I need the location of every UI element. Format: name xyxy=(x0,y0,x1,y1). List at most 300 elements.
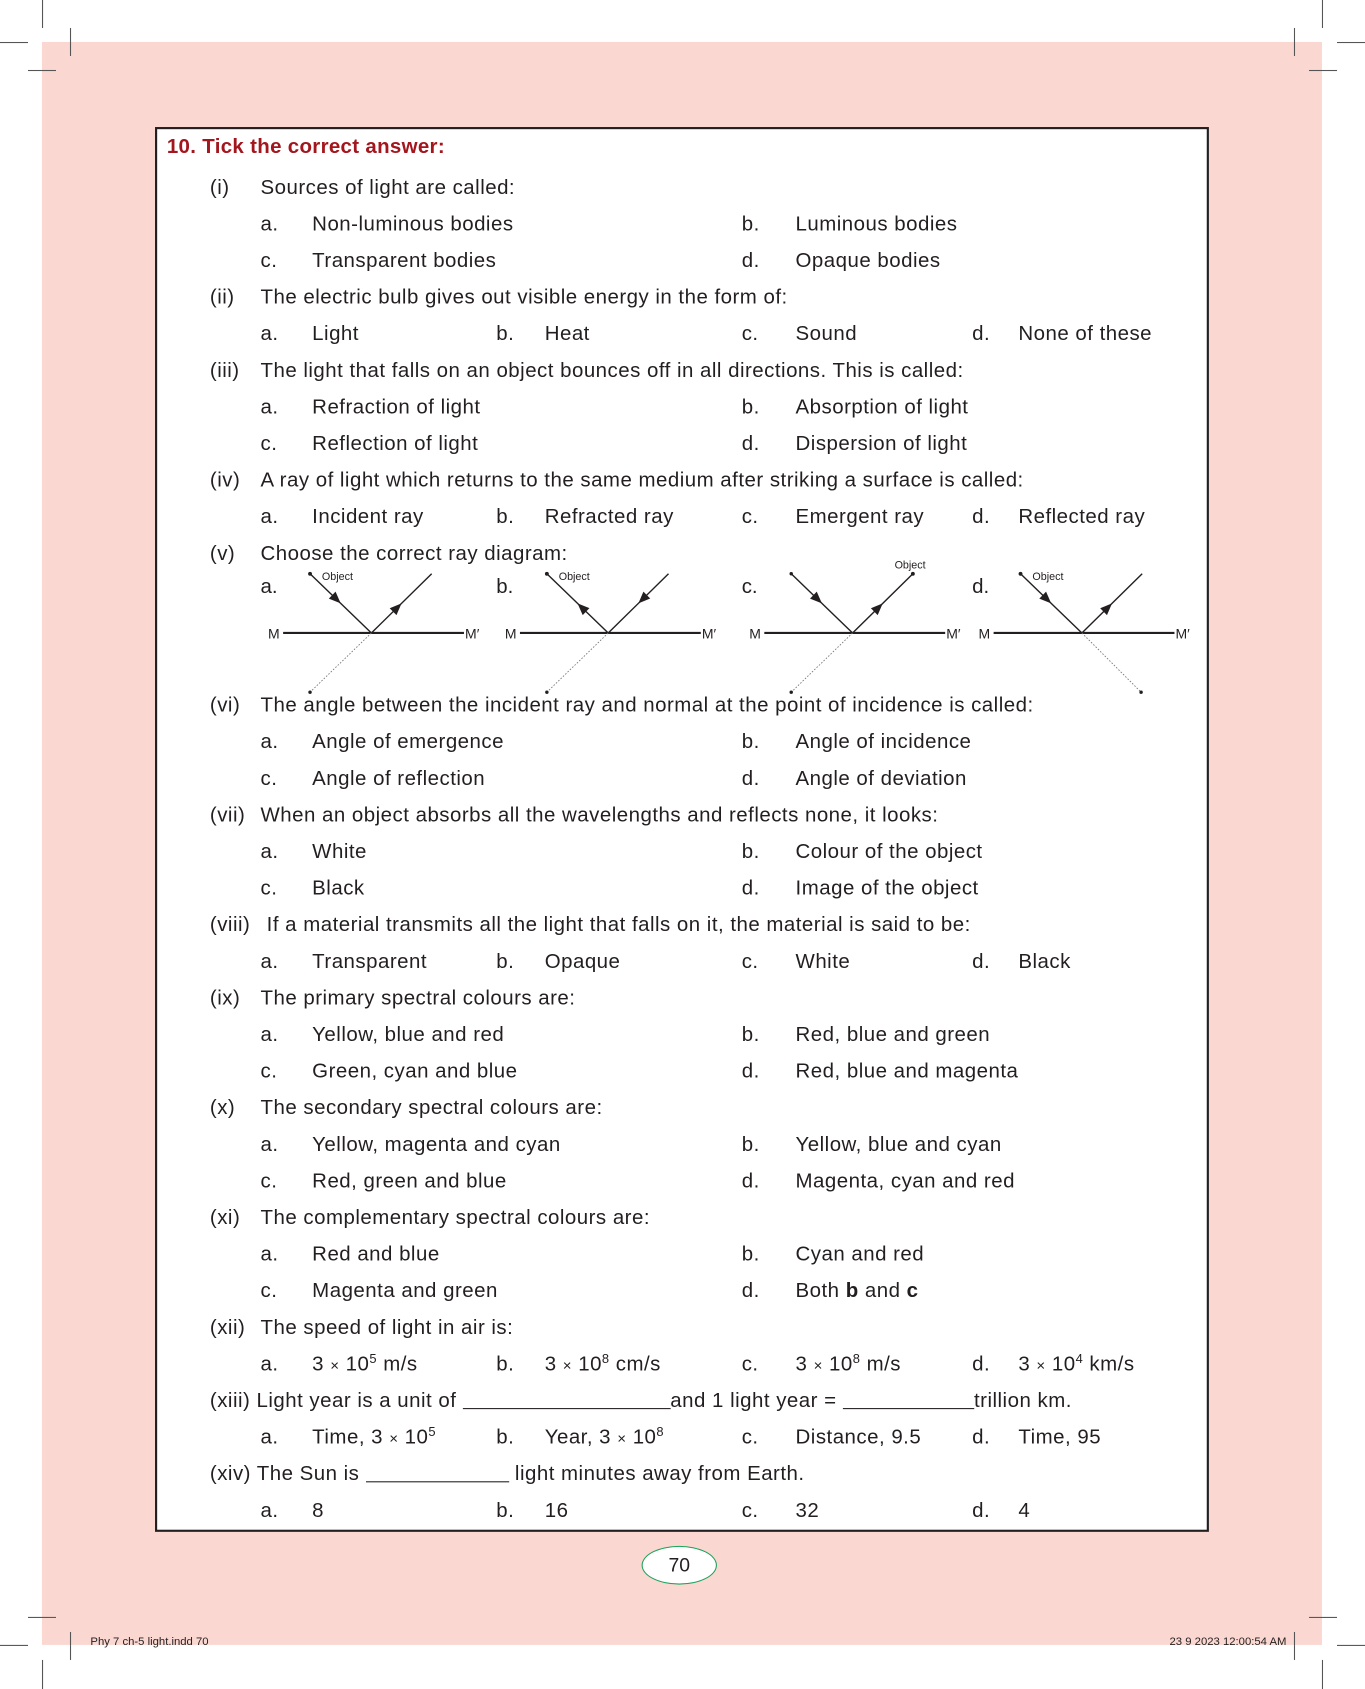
option-text[interactable] xyxy=(796,243,941,280)
option-text[interactable] xyxy=(312,1420,436,1457)
text-run: Luminous bodies xyxy=(795,213,958,236)
question-row xyxy=(0,463,1365,500)
option-label[interactable]: a. xyxy=(260,1243,279,1266)
question-row xyxy=(0,1383,1365,1420)
diagram-option-label: a. xyxy=(260,575,278,599)
question-row xyxy=(0,280,1365,317)
option-text[interactable] xyxy=(545,316,590,353)
crop-mark xyxy=(0,42,28,43)
option-label[interactable]: b. xyxy=(741,1133,760,1157)
mirror-label-m-prime: M′ xyxy=(1175,625,1190,642)
text-run: Time, 3 xyxy=(312,1426,390,1449)
mirror-label-m-prime: M′ xyxy=(946,625,961,642)
option-label[interactable]: b. xyxy=(496,1353,515,1376)
option-text[interactable] xyxy=(1018,1420,1101,1457)
option-text[interactable] xyxy=(312,724,504,761)
question-list xyxy=(0,170,1365,1530)
text-run: light minutes away from Earth. xyxy=(508,1462,805,1486)
question-row xyxy=(0,1310,1365,1347)
text-run: Cyan and red xyxy=(795,1243,925,1266)
crop-mark xyxy=(1309,1617,1337,1618)
question-row xyxy=(0,688,1365,725)
footer-file-info: Phy 7 ch-5 light.indd 70 xyxy=(90,1635,209,1649)
option-label[interactable]: c. xyxy=(260,432,278,456)
mirror-label-m-prime: M′ xyxy=(701,625,717,642)
crop-mark xyxy=(1337,42,1365,43)
option-label[interactable]: b. xyxy=(496,1426,515,1449)
option-label[interactable]: d. xyxy=(972,950,991,974)
crop-mark xyxy=(0,1645,28,1646)
text-run: None of these xyxy=(1018,322,1153,346)
option-label[interactable]: b. xyxy=(741,1243,760,1266)
option-label[interactable]: b. xyxy=(741,1023,760,1047)
question-number: (viii) xyxy=(209,913,251,937)
text-run: The Sun is xyxy=(256,1462,366,1486)
crop-mark xyxy=(1322,0,1323,28)
text-run: Angle of reflection xyxy=(312,767,486,791)
option-label[interactable]: c. xyxy=(260,249,278,273)
crop-mark xyxy=(1294,1632,1295,1660)
option-label[interactable]: a. xyxy=(260,213,279,236)
option-text[interactable] xyxy=(312,426,478,463)
text-run: Opaque bodies xyxy=(795,249,941,273)
option-label[interactable]: d. xyxy=(972,322,991,346)
text-run: White xyxy=(312,840,367,864)
text-run: The light that falls on an object bounces off in all directions. This is called: xyxy=(260,359,964,383)
page-number: 70 xyxy=(642,1546,717,1585)
object-label: Object xyxy=(558,571,590,584)
question-number: (vi) xyxy=(209,694,241,717)
text-run: and xyxy=(858,1279,907,1303)
text-run: If a material transmits all the light that falls on it, the material is said to be: xyxy=(260,913,971,937)
option-text[interactable] xyxy=(312,1017,504,1054)
exponent: 5 xyxy=(428,1424,437,1440)
option-row xyxy=(0,761,1365,798)
exercise-heading: 10. Tick the correct answer: xyxy=(166,135,445,159)
text-run: Red, blue and green xyxy=(795,1023,991,1047)
option-row xyxy=(0,1493,1365,1530)
option-row xyxy=(0,1420,1365,1457)
text-run: Black xyxy=(1018,950,1071,974)
question-number: (x) xyxy=(209,1096,236,1120)
text-run: Heat xyxy=(544,322,590,346)
crop-mark xyxy=(42,0,43,28)
question-line xyxy=(210,1200,650,1237)
option-row xyxy=(0,1054,1365,1091)
text-run: Refracted ray xyxy=(544,505,674,529)
option-row xyxy=(0,944,1365,981)
option-text[interactable] xyxy=(312,499,424,536)
option-row xyxy=(0,1127,1365,1164)
option-text[interactable] xyxy=(796,834,983,871)
reflected-ray xyxy=(608,574,668,633)
option-label[interactable]: b. xyxy=(496,322,515,346)
question-line xyxy=(210,981,576,1018)
option-row xyxy=(0,1164,1365,1201)
text-run: Sources of light are called: xyxy=(260,176,516,200)
text-run: Choose the correct ray diagram: xyxy=(260,542,568,566)
diagram-option-label: d. xyxy=(972,575,990,599)
option-text[interactable] xyxy=(312,1273,498,1310)
option-row xyxy=(0,243,1365,280)
text-run: 32 xyxy=(795,1499,820,1523)
object-dot xyxy=(545,572,549,576)
question-row xyxy=(0,170,1365,207)
text-run: Yellow, blue and red xyxy=(312,1023,505,1047)
text-run: Opaque xyxy=(544,950,621,974)
text-run: The electric bulb gives out visible energy in the form of: xyxy=(260,286,788,309)
option-text[interactable] xyxy=(545,1347,661,1384)
text-run: A ray of light which returns to the same medium after striking a surface is called: xyxy=(260,469,1024,492)
text-run: 10 xyxy=(626,1426,657,1449)
option-text[interactable] xyxy=(312,761,485,798)
option-text[interactable] xyxy=(796,1273,919,1310)
mirror-label-m: M xyxy=(504,625,517,642)
option-label[interactable]: c. xyxy=(741,950,759,974)
option-text[interactable] xyxy=(1018,316,1152,353)
crop-mark xyxy=(1322,1660,1323,1689)
option-label[interactable]: d. xyxy=(972,505,991,529)
question-text xyxy=(261,360,964,383)
text-run: 16 xyxy=(544,1499,569,1523)
question-number: (xi) xyxy=(209,1206,241,1230)
object-label: Object xyxy=(1032,571,1064,584)
option-text[interactable] xyxy=(312,1347,417,1384)
question-number: (i) xyxy=(209,176,230,200)
option-label[interactable]: c. xyxy=(260,877,278,900)
question-text xyxy=(261,177,516,200)
text-run: The primary spectral colours are: xyxy=(260,987,576,1010)
question-text xyxy=(261,1207,650,1230)
crop-mark xyxy=(42,1660,43,1689)
option-text[interactable] xyxy=(796,207,958,244)
ray-diagrams xyxy=(0,559,1365,688)
option-label[interactable]: d. xyxy=(741,1170,760,1193)
question-row xyxy=(0,353,1365,390)
text-run: b xyxy=(845,1279,859,1303)
text-run: 10 xyxy=(822,1353,853,1376)
question-number: (ii) xyxy=(209,286,235,309)
option-label[interactable]: b. xyxy=(741,396,760,419)
text-run: Both xyxy=(795,1279,846,1303)
option-label[interactable]: d. xyxy=(972,1353,991,1376)
question-number: (xii) xyxy=(209,1316,246,1340)
diagram-option-label: c. xyxy=(741,575,758,599)
text-run: Distance, 9.5 xyxy=(795,1426,922,1449)
times-sign: × xyxy=(813,1356,823,1374)
text-run: Non-luminous bodies xyxy=(312,213,514,236)
extension-line xyxy=(547,633,608,692)
option-text[interactable] xyxy=(312,1054,517,1091)
option-text[interactable] xyxy=(312,1127,561,1164)
end-dot xyxy=(790,572,793,575)
question-line xyxy=(210,170,515,207)
option-label[interactable]: b. xyxy=(741,213,760,236)
question-line xyxy=(210,1383,1072,1420)
option-label[interactable]: a. xyxy=(260,505,279,529)
option-text[interactable] xyxy=(545,1493,569,1530)
option-text[interactable] xyxy=(312,390,480,427)
question-number: (vii) xyxy=(209,804,246,827)
text-run: The speed of light in air is: xyxy=(260,1316,514,1340)
text-run: Image of the object xyxy=(795,877,979,900)
exponent: 8 xyxy=(852,1351,861,1367)
option-label[interactable]: d. xyxy=(741,1279,760,1303)
option-label[interactable]: a. xyxy=(260,950,279,974)
option-text[interactable] xyxy=(312,834,367,871)
option-label[interactable]: b. xyxy=(496,950,515,974)
option-label[interactable]: a. xyxy=(260,730,279,754)
text-run: Time, 95 xyxy=(1018,1426,1102,1449)
text-run: 3 xyxy=(1018,1353,1037,1376)
option-text[interactable] xyxy=(545,499,674,536)
option-text[interactable] xyxy=(312,207,513,244)
diagram-option-label: b. xyxy=(496,575,514,599)
question-text xyxy=(261,987,576,1010)
option-label[interactable]: a. xyxy=(260,1023,279,1047)
question-line xyxy=(210,907,971,944)
option-label[interactable]: a. xyxy=(260,1426,279,1449)
text-run: The angle between the incident ray and normal at the point of incidence is called: xyxy=(260,694,1034,717)
text-run: 3 xyxy=(544,1353,563,1376)
text-run: Red and blue xyxy=(312,1243,440,1266)
exponent: 5 xyxy=(369,1351,378,1367)
text-run: Dispersion of light xyxy=(795,432,968,456)
option-row xyxy=(0,1017,1365,1054)
times-sign: × xyxy=(330,1356,340,1374)
option-text[interactable] xyxy=(796,871,979,908)
question-line xyxy=(210,1090,603,1127)
question-row xyxy=(0,981,1365,1018)
exponent: 8 xyxy=(601,1351,610,1367)
option-text[interactable] xyxy=(312,944,427,981)
exponent: 8 xyxy=(656,1424,665,1440)
text-run: Transparent bodies xyxy=(312,249,497,273)
option-label[interactable]: d. xyxy=(741,249,760,273)
footer-timestamp: 23 9 2023 12:00:54 AM xyxy=(1169,1635,1287,1649)
text-run: Angle of incidence xyxy=(795,730,972,754)
question-text xyxy=(261,1097,603,1120)
question-text xyxy=(257,1463,805,1486)
option-text[interactable] xyxy=(545,944,621,981)
text-run: 10 xyxy=(398,1426,429,1449)
option-text[interactable] xyxy=(796,761,967,798)
option-row xyxy=(0,834,1365,871)
question-row xyxy=(0,1457,1365,1494)
crop-mark xyxy=(1337,1645,1365,1646)
option-label[interactable]: b. xyxy=(496,1499,515,1523)
question-number: (iii) xyxy=(209,359,240,383)
question-number: (xiii) xyxy=(209,1389,251,1413)
times-sign: × xyxy=(389,1429,399,1447)
option-text[interactable] xyxy=(796,316,858,353)
crop-mark xyxy=(28,1617,56,1618)
times-sign: × xyxy=(562,1356,573,1374)
option-label[interactable]: a. xyxy=(260,322,279,346)
option-text[interactable] xyxy=(796,1420,922,1457)
question-text xyxy=(261,469,1024,492)
option-label[interactable]: a. xyxy=(260,840,279,864)
option-text[interactable] xyxy=(796,1493,820,1530)
object-label: Object xyxy=(321,571,353,584)
text-run: m/s xyxy=(860,1353,901,1376)
object-dot xyxy=(911,572,915,576)
text-run: km/s xyxy=(1083,1353,1135,1376)
object-label: Object xyxy=(894,559,926,572)
option-text[interactable] xyxy=(796,1017,991,1054)
option-text[interactable] xyxy=(312,243,496,280)
question-number: (ix) xyxy=(209,987,241,1010)
option-label[interactable]: a. xyxy=(260,396,279,419)
text-run: Emergent ray xyxy=(795,505,925,529)
question-number: (xiv) xyxy=(209,1462,251,1486)
text-run: Refraction of light xyxy=(312,396,481,419)
option-text[interactable] xyxy=(1018,944,1070,981)
option-text[interactable] xyxy=(796,1127,1002,1164)
text-run: Angle of emergence xyxy=(312,730,504,754)
option-label[interactable]: d. xyxy=(741,877,760,900)
option-label[interactable]: c. xyxy=(741,1426,759,1449)
text-run: Incident ray xyxy=(312,505,424,529)
text-run: 8 xyxy=(312,1499,325,1523)
option-label[interactable]: c. xyxy=(741,505,759,529)
option-text[interactable] xyxy=(312,1164,507,1201)
option-text[interactable] xyxy=(1018,1347,1134,1384)
option-label[interactable]: c. xyxy=(741,1353,759,1376)
times-sign: × xyxy=(1036,1356,1046,1374)
question-line xyxy=(210,1310,513,1347)
option-text[interactable] xyxy=(796,944,851,981)
option-text[interactable] xyxy=(796,426,968,463)
extension-line xyxy=(310,633,371,692)
text-run: Red, blue and magenta xyxy=(795,1060,1019,1083)
option-label[interactable]: b. xyxy=(496,505,515,529)
option-label[interactable]: a. xyxy=(260,1353,279,1376)
text-run: Transparent xyxy=(312,950,428,974)
option-row xyxy=(0,499,1365,536)
option-text[interactable] xyxy=(545,1420,664,1457)
mirror-label-m-prime: M′ xyxy=(465,625,480,642)
option-text[interactable] xyxy=(796,499,925,536)
text-run: and 1 light year = xyxy=(670,1389,843,1413)
option-label[interactable]: d. xyxy=(741,432,760,456)
text-run: When an object absorbs all the wavelengths and reflects none, it looks: xyxy=(260,804,939,827)
option-label[interactable]: d. xyxy=(741,1060,760,1083)
option-text[interactable] xyxy=(796,1347,901,1384)
text-run: Absorption of light xyxy=(795,396,969,419)
option-row xyxy=(0,207,1365,244)
question-row xyxy=(0,798,1365,835)
option-text[interactable] xyxy=(312,1237,439,1274)
option-label[interactable]: c. xyxy=(260,767,278,791)
option-text[interactable] xyxy=(796,390,969,427)
option-text[interactable] xyxy=(312,871,364,908)
option-text[interactable] xyxy=(1018,499,1145,536)
object-dot xyxy=(1019,572,1023,576)
exponent: 4 xyxy=(1075,1351,1084,1367)
text-run: 10 xyxy=(339,1353,370,1376)
text-run: Magenta and green xyxy=(312,1279,498,1303)
text-run: Red, green and blue xyxy=(312,1170,507,1193)
option-row xyxy=(0,316,1365,353)
text-run: The secondary spectral colours are: xyxy=(260,1096,603,1120)
crop-mark xyxy=(1294,28,1295,56)
option-label[interactable]: a. xyxy=(260,1133,279,1157)
option-row xyxy=(0,390,1365,427)
text-run: trillion km. xyxy=(974,1389,1072,1413)
reflected-ray xyxy=(853,574,913,633)
question-line xyxy=(210,1457,805,1494)
answer-blank xyxy=(463,1387,671,1410)
option-row xyxy=(0,426,1365,463)
option-row xyxy=(0,1273,1365,1310)
mirror-label-m: M xyxy=(268,625,280,642)
text-run: c xyxy=(906,1279,919,1303)
option-label[interactable]: c. xyxy=(741,322,759,346)
crop-mark xyxy=(70,1632,71,1660)
text-run: 3 xyxy=(312,1353,331,1376)
text-run: White xyxy=(795,950,851,974)
option-label[interactable]: d. xyxy=(741,767,760,791)
option-label[interactable]: c. xyxy=(260,1060,278,1083)
option-label[interactable]: c. xyxy=(741,1499,759,1523)
option-text[interactable] xyxy=(1018,1493,1030,1530)
question-row xyxy=(0,1200,1365,1237)
option-text[interactable] xyxy=(796,1164,1015,1201)
text-run: The complementary spectral colours are: xyxy=(260,1206,651,1230)
option-text[interactable] xyxy=(796,1237,925,1274)
text-run: Black xyxy=(312,877,365,900)
text-run: Green, cyan and blue xyxy=(312,1060,518,1083)
times-sign: × xyxy=(617,1429,627,1447)
object-dot xyxy=(308,572,312,576)
option-text[interactable] xyxy=(312,1493,324,1530)
option-text[interactable] xyxy=(796,1054,1019,1091)
option-label[interactable]: d. xyxy=(972,1426,991,1449)
option-row xyxy=(0,1347,1365,1384)
option-label[interactable]: a. xyxy=(260,1499,279,1523)
text-run: 3 xyxy=(795,1353,814,1376)
text-run: cm/s xyxy=(609,1353,661,1376)
option-row xyxy=(0,1237,1365,1274)
option-label[interactable]: d. xyxy=(972,1499,991,1523)
question-row xyxy=(0,1090,1365,1127)
option-text[interactable] xyxy=(796,724,972,761)
text-run: Light year is a unit of xyxy=(256,1389,463,1413)
question-line xyxy=(210,798,939,835)
question-number: (v) xyxy=(209,542,236,566)
text-run: 10 xyxy=(1045,1353,1076,1376)
question-line xyxy=(210,353,964,390)
option-label[interactable]: c. xyxy=(260,1279,278,1303)
text-run: Magenta, cyan and red xyxy=(795,1170,1015,1193)
option-label[interactable]: c. xyxy=(260,1170,278,1193)
ray-diagram-set xyxy=(0,536,1365,706)
extension-line xyxy=(791,633,852,692)
question-line xyxy=(210,688,1034,725)
question-text xyxy=(261,804,939,827)
text-run: Year, 3 xyxy=(544,1426,618,1449)
question-text xyxy=(261,1317,514,1340)
option-text[interactable] xyxy=(312,316,359,353)
option-row xyxy=(0,871,1365,908)
option-label[interactable]: b. xyxy=(741,840,760,864)
question-text xyxy=(256,1390,1071,1413)
answer-blank xyxy=(843,1387,974,1410)
mirror-label-m: M xyxy=(749,625,761,642)
option-label[interactable]: b. xyxy=(741,730,760,754)
question-text xyxy=(261,694,1034,717)
